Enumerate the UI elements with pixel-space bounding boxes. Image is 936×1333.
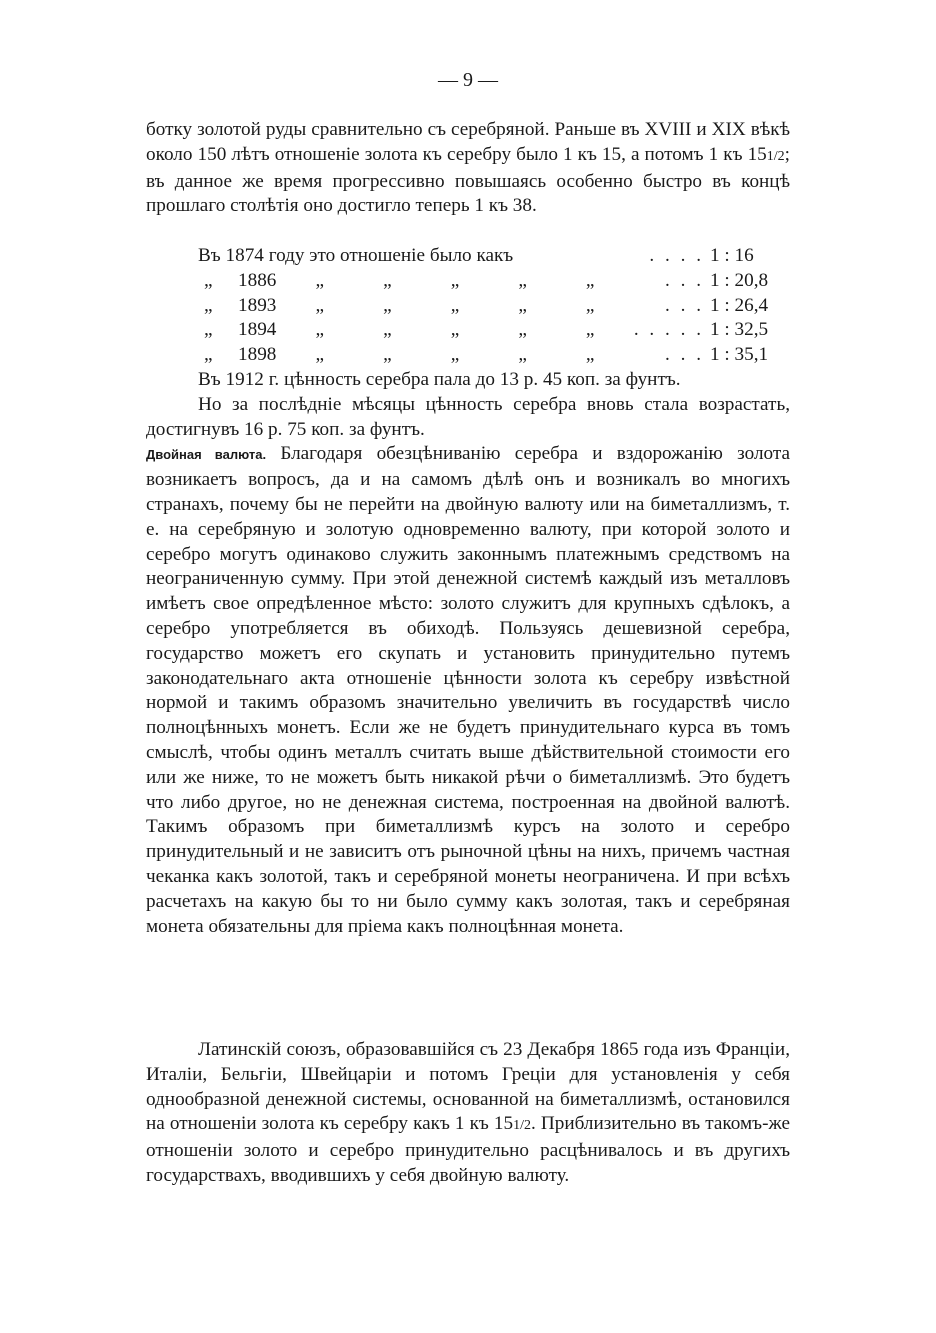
ratio-year: 1894 [238, 319, 277, 341]
paragraph-3-text: Латинскій союзъ, образовавшійся съ 23 Декабря 1865 года изъ Франціи, Италіи, Бельгіи, Швейцаріи и потомъ Греціи для установленія у себя однообразной денежной системы, основанной на биметаллизмѣ, остановился на отношеніи золота къ серебру какъ 1 къ 151/2. Приблизительно въ такомъ-же отношеніи золото и серебро принудительно расцѣнивалось и въ другихъ государствахъ, вводившихъ у себя двойную валюту. [146, 1039, 790, 1186]
section-double-currency [146, 368, 790, 939]
paragraph-gold-silver-ratio [146, 118, 790, 219]
ratio-row-1874: Въ 1874 году это отношеніе было какъ . . . . 1 : 16 [198, 244, 790, 269]
fraction-one-half: 1/2 [513, 1118, 531, 1134]
paragraph-1-text: ботку золотой руды сравнительно съ серебряной. Раньше въ XVIII и XIX вѣкѣ около 150 лѣтъ отношеніе золота къ серебру было 1 къ 15, а потомъ 1 къ 151/2; въ данное же время прогрессивно повышаясь особенно быстро въ концѣ прошлаго столѣтія оно достигло теперь 1 къ 38. [146, 119, 790, 217]
paragraph-bimetallism: Двойная валюта. Благодаря обезцѣниванію серебра и вздорожанію золота возникаетъ вопросъ, да и на самомъ дѣлѣ онъ и возникалъ во многихъ странахъ, почему бы не перейти на двойную валюту или на биметаллизмъ, т. е. на серебряную и золотую одновременно валюту, при которой золото и серебро могутъ одинаково служить законнымъ платежнымъ средствомъ на неограниченную сумму. При этой денежной системѣ каждый изъ металловъ имѣетъ свое опредѣленное мѣсто: золото служитъ для крупныхъ сдѣлокъ, а серебро употребляется въ обиходѣ. Пользуясь дешевизной серебра, государство можетъ его скупать и установить принудительно путемъ законодательнаго акта отношеніе цѣнности золота къ серебру извѣстной нормой и такимъ образомъ значительно увеличить въ государствѣ число полноцѣнныхъ монетъ. Если же не будетъ принудительнаго курса въ томъ смыслѣ, чтобы одинъ металлъ считать выше дѣйствительной стоимости его или же ниже, то не можетъ быть никакой рѣчи о биметаллизмѣ. Это будетъ что либо другое, но не денежная система, построенная на двойной валютѣ. Такимъ образомъ при биметаллизмѣ курсъ на золото и серебро принудительный и не зависитъ отъ рыночной цѣны на нихъ, причемъ частная чеканка какъ золотой, такъ и серебряной монеты неограничена. И при всѣхъ расчетахъ на какую бы то ни было сумму какъ золотая, такъ и серебряная монета обязательны для пріема какъ полноцѣнная монета. [146, 443, 790, 937]
ratio-row-1893: „ 1893 „ „ „ „ „ . . . 1 : 26,4 [198, 294, 790, 319]
ratio-table [146, 244, 790, 368]
ratio-row-1886: „ 1886 „ „ „ „ „ . . . 1 : 20,8 [198, 269, 790, 294]
ratio-value: 1 : 26,4 [710, 294, 769, 316]
ratio-year: 1898 [238, 344, 277, 366]
fraction-one-half: 1/2 [766, 148, 785, 164]
line-1912: Въ 1912 г. цѣнность серебра пала до 13 р. 45 коп. за фунтъ. [198, 369, 681, 390]
ratio-value: 1 : 20,8 [710, 269, 769, 291]
section-label: Двойная валюта. [146, 447, 267, 463]
ratio-row-1898: „ 1898 „ „ „ „ „ . . . 1 : 35,1 [198, 343, 790, 368]
ratio-year: 1886 [238, 269, 277, 291]
ratio-title: Въ 1874 году это отношеніе было какъ [198, 245, 514, 266]
ratio-row-1894: „ 1894 „ „ „ „ „ . . . . . 1 : 32,5 [198, 318, 790, 343]
ratio-value: 1 : 35,1 [710, 344, 769, 366]
line-recent-months: Но за послѣдніе мѣсяцы цѣнность серебра вновь стала возрастать, достигнувъ 16 р. 75 коп. за фунтъ. [146, 393, 790, 440]
ratio-value: 1 : 32,5 [710, 319, 769, 341]
ratio-value: 1 : 16 [710, 245, 754, 266]
paragraph-latin-union [146, 1038, 790, 1189]
ratio-year: 1893 [238, 294, 277, 316]
page-number: — 9 — [438, 69, 498, 91]
